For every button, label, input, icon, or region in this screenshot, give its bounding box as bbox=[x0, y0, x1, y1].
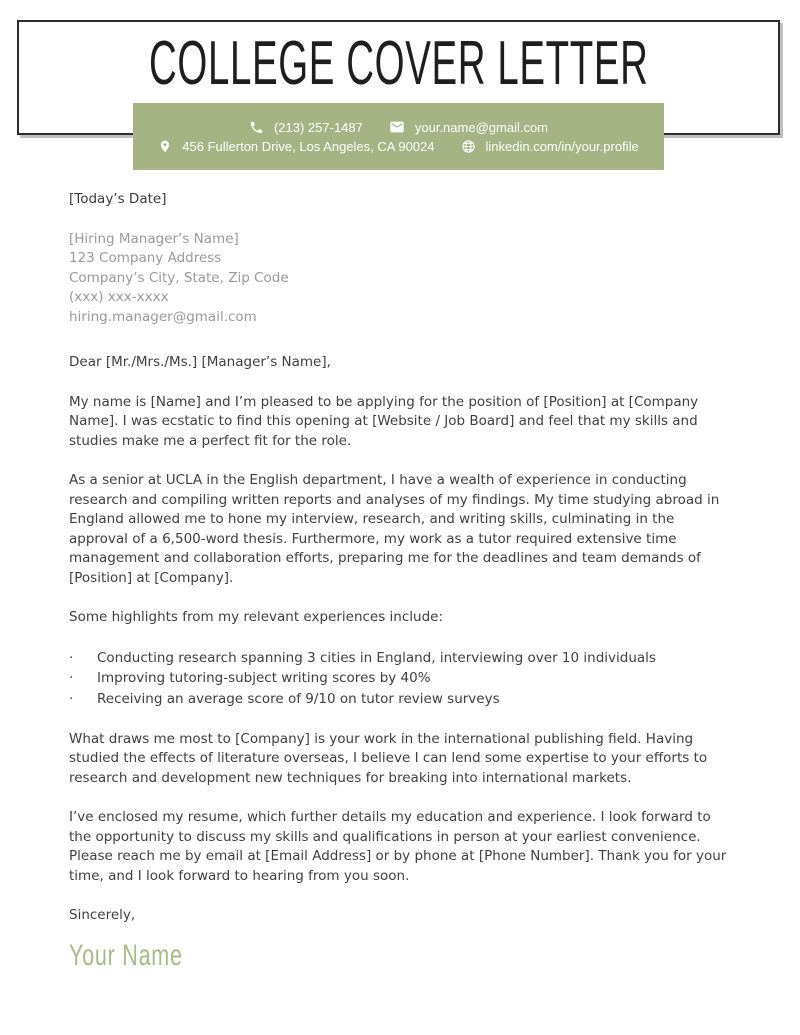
location-pin-icon bbox=[158, 139, 172, 154]
signature-block bbox=[69, 938, 733, 972]
bullet-marker: · bbox=[69, 691, 74, 708]
contact-address: 456 Fullerton Drive, Los Angeles, CA 90024 bbox=[182, 139, 435, 154]
contact-email-group bbox=[389, 119, 548, 135]
bullet-marker: · bbox=[69, 670, 74, 687]
letter-body bbox=[69, 190, 733, 971]
highlight-text: Receiving an average score of 9/10 on tutor review surveys bbox=[97, 691, 500, 708]
contact-linkedin: linkedin.com/in/your.profile bbox=[485, 139, 639, 154]
highlight-text: Improving tutoring-subject writing scores by 40% bbox=[97, 670, 431, 687]
paragraph-call-to-action: I’ve enclosed my resume, which further details my education and experience. I look forward to the opportunity to discuss my skills and qualifications in person at your earliest convenience. Please reach me by email at [Email Address] or by phone at [Phone Number]. Thank you for your time, and I look forward to hearing from you soon. bbox=[69, 809, 727, 884]
phone-icon bbox=[249, 120, 264, 135]
paragraph-company-interest: What draws me most to [Company] is your work in the international publishing field. Having studied the effects of literature overseas, I believe I can lend some expertise to your efforts to research and development new techniques for breaking into international markets. bbox=[69, 730, 708, 786]
paragraph-experience: As a senior at UCLA in the English department, I have a wealth of experience in conducting research and compiling written reports and analyses of my findings. My time studying abroad in England allowed me to hone my interview, research, and writing skills, culminating in the approval of a 6,500-word thesis. Furthermore, my work as a tutor required extensive time management and collaboration efforts, preparing me for the deadlines and team demands of [Position] at [Company]. bbox=[69, 472, 720, 586]
list-item bbox=[69, 668, 733, 689]
contact-banner-row-2 bbox=[158, 139, 638, 154]
highlights-intro: Some highlights from my relevant experiences include: bbox=[69, 609, 444, 625]
contact-banner bbox=[133, 103, 664, 170]
bullet-marker: · bbox=[69, 649, 74, 666]
highlight-text: Conducting research spanning 3 cities in England, interviewing over 10 individuals bbox=[97, 649, 656, 666]
salutation: Dear [Mr./Mrs./Ms.] [Manager’s Name], bbox=[69, 354, 331, 370]
contact-linkedin-group bbox=[461, 139, 639, 154]
date-line: [Today’s Date] bbox=[69, 191, 167, 207]
recipient-city-state-zip: Company’s City, State, Zip Code bbox=[69, 269, 289, 286]
list-item bbox=[69, 689, 733, 710]
list-item bbox=[69, 648, 733, 669]
recipient-phone: (xxx) xxx-xxxx bbox=[69, 289, 169, 305]
contact-phone: (213) 257-1487 bbox=[273, 119, 363, 135]
signature-name: Your Name bbox=[69, 938, 183, 972]
globe-icon bbox=[461, 139, 476, 154]
recipient-email: hiring.manager@gmail.com bbox=[69, 308, 257, 325]
contact-banner-row-1 bbox=[249, 119, 548, 135]
recipient-address: 123 Company Address bbox=[69, 250, 222, 266]
recipient-name: [Hiring Manager’s Name] bbox=[69, 230, 239, 247]
paragraph-intro: My name is [Name] and I’m pleased to be applying for the position of [Position] at [Company Name]. I was ecstatic to find this opening at [Website / Job Board] and feel that my skills and studies make me a perfect fit for the role. bbox=[69, 393, 699, 449]
page-title: COLLEGE COVER LETTER bbox=[148, 29, 649, 98]
contact-address-group bbox=[158, 139, 434, 154]
valediction: Sincerely, bbox=[69, 907, 136, 924]
contact-email: your.name@gmail.com bbox=[414, 119, 549, 135]
envelope-icon bbox=[389, 119, 405, 135]
recipient-block bbox=[69, 230, 733, 328]
highlights-list bbox=[69, 648, 733, 710]
contact-phone-group bbox=[249, 120, 363, 135]
